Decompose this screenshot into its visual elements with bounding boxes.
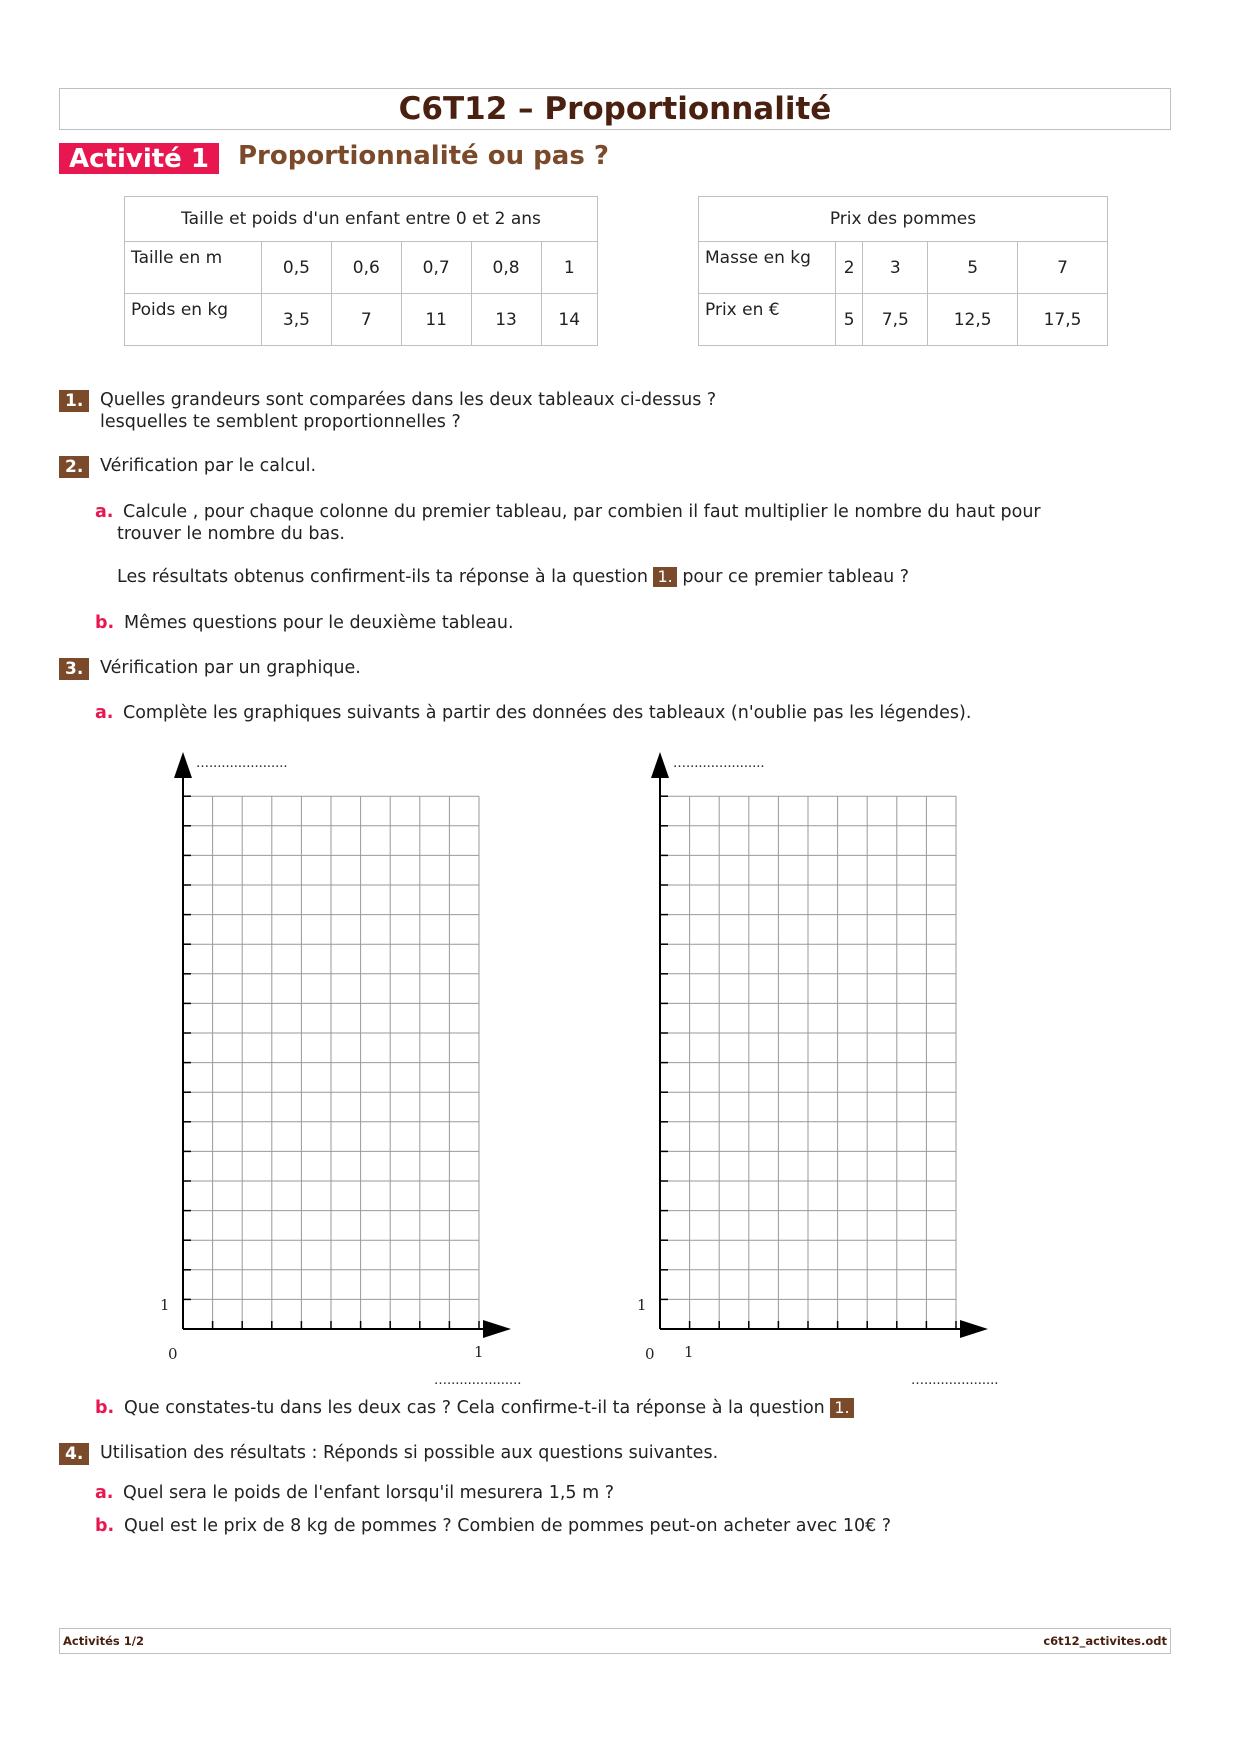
table-cell: 0,7 [401, 242, 471, 294]
question-4a-text: Quel sera le poids de l'enfant lorsqu'il mesurera 1,5 m ? [123, 1483, 614, 1503]
question-2a-line3 [117, 567, 909, 587]
graph-1-y-legend: …................... [196, 756, 288, 771]
table1-caption: Taille et poids d'un enfant entre 0 et 2 ans [125, 197, 598, 242]
table2-row1-label: Masse en kg [699, 242, 836, 294]
graph-1-y-unit-label: 1 [160, 1296, 170, 1314]
table-cell: 1 [541, 242, 598, 294]
table-cell: 2 [836, 242, 863, 294]
question-2a-letter: a. [95, 502, 114, 522]
graph-2-grid [651, 752, 988, 1338]
activity-title: Proportionnalité ou pas ? [238, 141, 609, 171]
question-2b-letter: b. [95, 613, 115, 633]
y-axis-arrow-icon [174, 752, 192, 778]
question-3-text: Vérification par un graphique. [100, 658, 361, 678]
question-3b-text: Que constates-tu dans les deux cas ? Cela confirme-t-il ta réponse à la question [124, 1398, 825, 1418]
page-footer [59, 1628, 1171, 1654]
question-2-number: 2. [59, 456, 89, 478]
question-1-line1: Quelles grandeurs sont comparées dans les deux tableaux ci-dessus ? [100, 390, 717, 410]
question-2-text: Vérification par le calcul. [100, 456, 317, 476]
table-cell: 3 [863, 242, 928, 294]
graph-2-origin-label: 0 [645, 1345, 655, 1363]
table-cell: 0,8 [471, 242, 541, 294]
graph-2 [617, 740, 1037, 1400]
table-cell: 7 [1018, 242, 1108, 294]
table-cell: 13 [471, 294, 541, 346]
question-ref-badge: 1. [653, 567, 676, 587]
question-2a-line1: Calcule , pour chaque colonne du premier tableau, par combien il faut multiplier le nombre du haut pour [123, 502, 1041, 522]
table-cell: 0,5 [262, 242, 332, 294]
question-3-number: 3. [59, 658, 89, 680]
table-cell: 3,5 [262, 294, 332, 346]
table-cell: 5 [928, 242, 1018, 294]
question-4-text: Utilisation des résultats : Réponds si possible aux questions suivantes. [100, 1443, 719, 1463]
table-child-size-weight [124, 196, 598, 346]
graph-2-x-unit-label: 1 [684, 1343, 694, 1361]
question-3b-line [124, 1398, 854, 1418]
x-axis-arrow-icon [960, 1320, 988, 1338]
table2-row2-label: Prix en € [699, 294, 836, 346]
table-row [125, 242, 598, 294]
table-row [125, 294, 598, 346]
question-4a-letter: a. [95, 1483, 114, 1503]
footer-filename: c6t12_activites.odt [1043, 1634, 1167, 1648]
question-4b-text: Quel est le prix de 8 kg de pommes ? Combien de pommes peut-on acheter avec 10€ ? [124, 1516, 892, 1536]
table-row [699, 294, 1108, 346]
question-1-line2: lesquelles te semblent proportionnelles ? [100, 412, 461, 432]
table-cell: 17,5 [1018, 294, 1108, 346]
question-2a-line3-end: pour ce premier tableau ? [682, 567, 910, 587]
table-cell: 7,5 [863, 294, 928, 346]
question-4b-letter: b. [95, 1516, 115, 1536]
table2-caption: Prix des pommes [699, 197, 1108, 242]
question-2b-text: Mêmes questions pour le deuxième tableau. [124, 613, 514, 633]
table1-row1-label: Taille en m [125, 242, 262, 294]
graph-1-x-legend: ….................. [434, 1373, 522, 1388]
table-cell: 11 [401, 294, 471, 346]
graph-2-y-unit-label: 1 [637, 1296, 647, 1314]
table-row [699, 242, 1108, 294]
graph-1-grid [174, 752, 511, 1338]
question-3a-text: Complète les graphiques suivants à partir des données des tableaux (n'oublie pas les légendes). [123, 703, 972, 723]
question-2a-line3-text: Les résultats obtenus confirment-ils ta réponse à la question [117, 567, 648, 587]
activity-badge: Activité 1 [59, 143, 219, 174]
question-3a-letter: a. [95, 703, 114, 723]
table-apple-prices [698, 196, 1108, 346]
question-2a-line2: trouver le nombre du bas. [117, 524, 345, 544]
footer-page-label: Activités 1/2 [63, 1634, 144, 1648]
table1-row2-label: Poids en kg [125, 294, 262, 346]
table-cell: 7 [331, 294, 401, 346]
page-title: C6T12 – Proportionnalité [59, 88, 1171, 130]
table-cell: 0,6 [331, 242, 401, 294]
graph-1-x-unit-label: 1 [474, 1343, 484, 1361]
table-cell: 12,5 [928, 294, 1018, 346]
graph-2-x-legend: ….................. [911, 1373, 999, 1388]
graph-2-y-legend: …................... [673, 756, 765, 771]
table-cell: 5 [836, 294, 863, 346]
graph-1-origin-label: 0 [168, 1345, 178, 1363]
x-axis-arrow-icon [483, 1320, 511, 1338]
table-cell: 14 [541, 294, 598, 346]
y-axis-arrow-icon [651, 752, 669, 778]
question-3b-letter: b. [95, 1398, 115, 1418]
question-1-number: 1. [59, 390, 89, 412]
graph-1 [140, 740, 560, 1400]
question-4-number: 4. [59, 1443, 89, 1465]
question-ref-badge: 1. [830, 1398, 853, 1418]
